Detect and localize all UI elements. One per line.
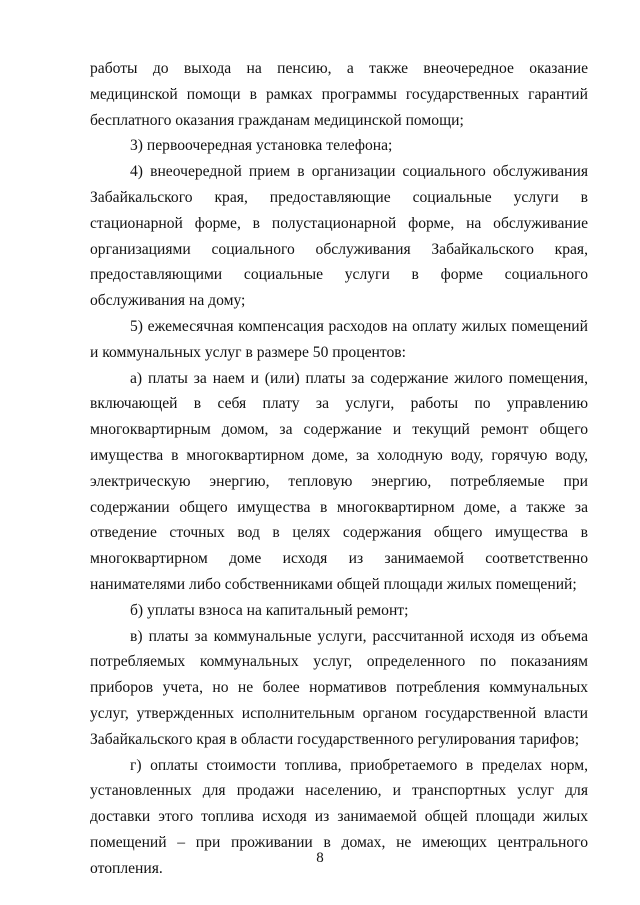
- paragraph-subitem-g: г) оплаты стоимости топлива, приобретаемого в пределах норм, установленных для продажи населению, и транспортных услуг для доставки этого топлива исходя из занимаемой общей площади жилых помещений – при проживании в домах, не имеющих центрального отопления.: [90, 756, 588, 877]
- page-number: 8: [316, 850, 324, 866]
- paragraph-item-5: 5) ежемесячная компенсация расходов на оплату жилых помещений и коммунальных услуг в размере 50 процентов:: [90, 317, 588, 361]
- paragraph-item-3: 3) первоочередная установка телефона;: [130, 137, 393, 155]
- paragraph-item-4: 4) внеочередной прием в организации социального обслуживания Забайкальского края, предоставляющие социальные услуги в стационарной форме, в полустационарной форме, на обслуживание организациями социального обслуживания Забайкальского края, предоставляющими социальные услуги в форме социального обслуживания на дому;: [90, 163, 588, 310]
- paragraph-subitem-v: в) платы за коммунальные услуги, рассчитанной исходя из объема потребляемых коммунальных услуг, определенного по показаниям приборов учета, но не более нормативов потребления коммунальных услуг, утвержденных исполнительным органом государственной власти Забайкальского края в области государственного регулирования тарифов;: [90, 627, 588, 748]
- paragraph-subitem-a: а) платы за наем и (или) платы за содержание жилого помещения, включающей в себя плату за услуги, работы по управлению многоквартирным домом, за содержание и текущий ремонт общего имущества в многоквартирном доме, за холодную воду, горячую воду, электрическую энергию, тепловую энергию, потребляемые при содержании общего имущества в многоквартирном доме, а также за отведение сточных вод в целях содержания общего имущества в многоквартирном доме исходя из занимаемой соответственно нанимателями либо собственниками общей площади жилых помещений;: [90, 369, 588, 593]
- paragraph-continuation: работы до выхода на пенсию, а также внеочередное оказание медицинской помощи в рамках программы государственных гарантий бесплатного оказания гражданам медицинской помощи;: [90, 60, 588, 129]
- body-text: [90, 56, 588, 882]
- paragraph-subitem-b: б) уплаты взноса на капитальный ремонт;: [130, 601, 409, 619]
